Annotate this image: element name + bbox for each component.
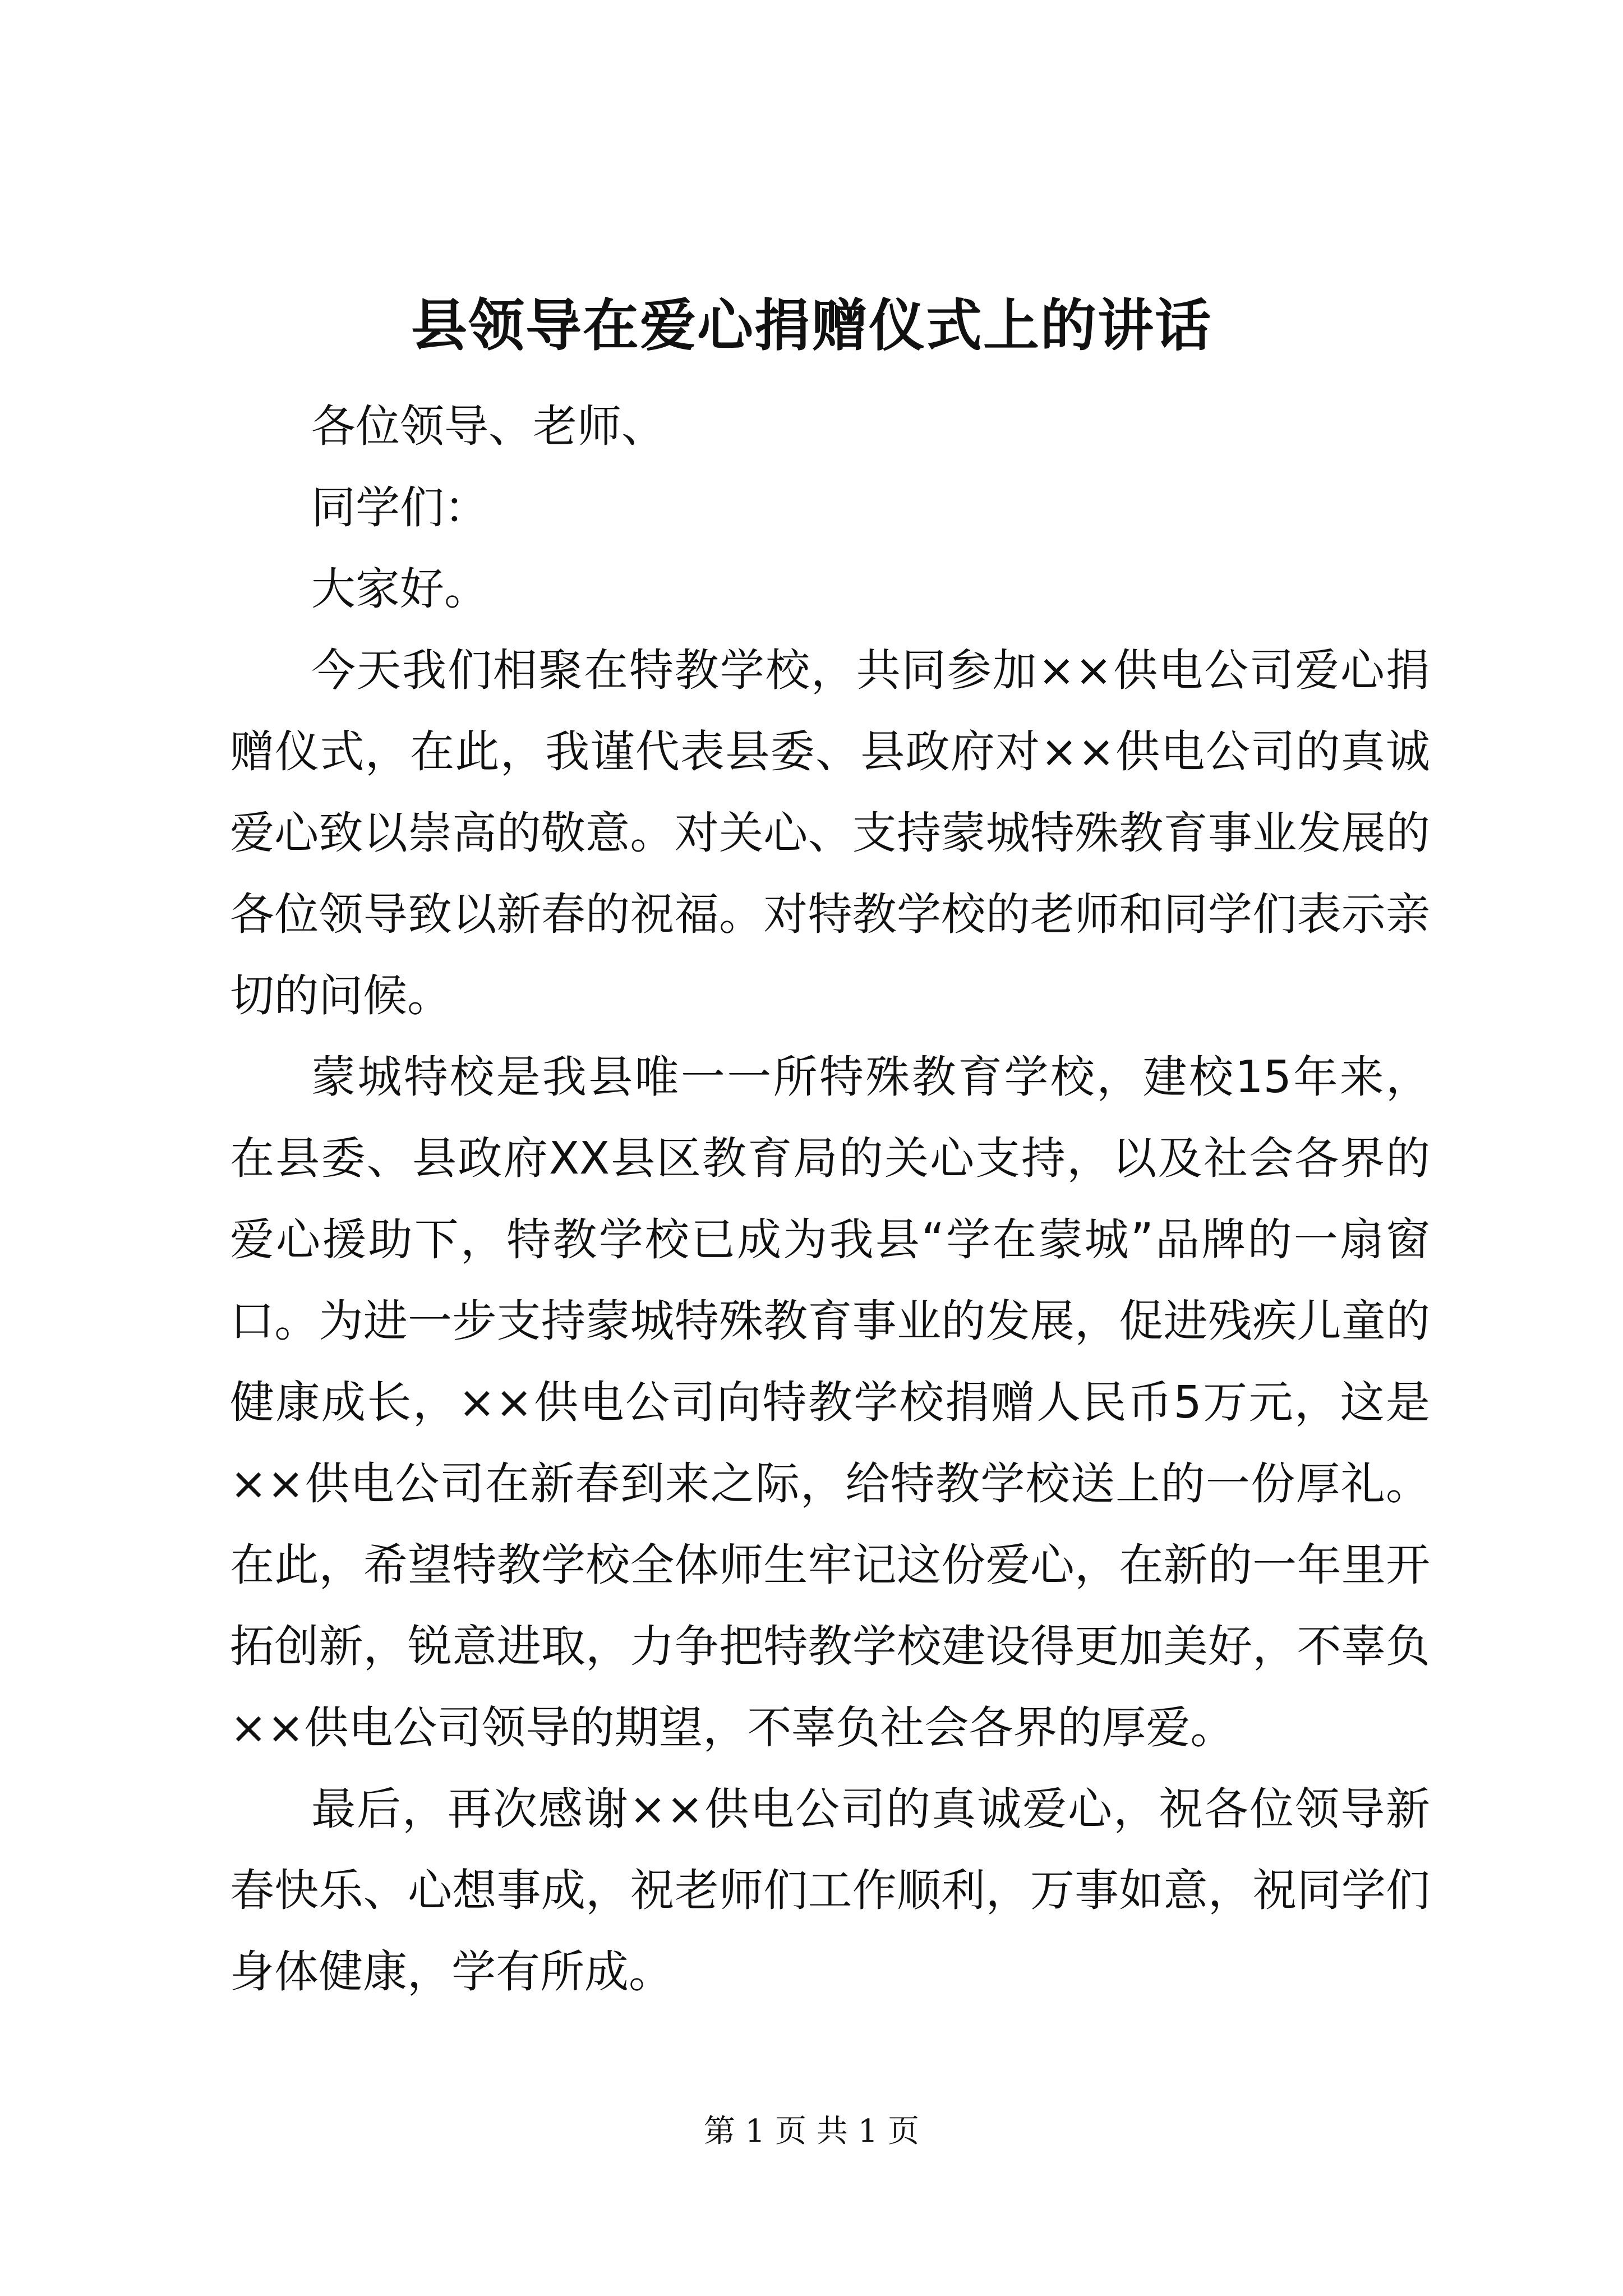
document-body [230,386,1430,2013]
paragraph-opening: 今天我们相聚在特教学校，共同参加××供电公司爱心捐赠仪式，在此，我谨代表县委、县政府对××供电公司的真诚爱心致以崇高的敬意。对关心、支持蒙城特殊教育事业发展的各位领导致以新春的祝福。对特教学校的老师和同学们表示亲切的问候。 [230,645,1430,1022]
paragraph-school: 蒙城特校是我县唯一一所特殊教育学校，建校15年来，在县委、县政府XX县区教育局的关心支持，以及社会各界的爱心援助下，特教学校已成为我县“学在蒙城”品牌的一扇窗口。为进一步支持蒙城特殊教育事业的发展，促进残疾儿童的健康成长，××供电公司向特教学校捐赠人民币5万元，这是××供电公司在新春到来之际，给特教学校送上的一份厚礼。在此，希望特教学校全体师生牢记这份爱心，在新的一年里开拓创新，锐意进取，力争把特教学校建设得更加美好，不辜负××供电公司领导的期望，不辜负社会各界的厚爱。 [230,1051,1430,1754]
document-title: 县领导在爱心捐赠仪式上的讲话 [411,292,1212,358]
salutation-line-1: 各位领导、老师、 [311,401,666,452]
page-footer: 第 1 页 共 1 页 [703,2113,920,2150]
greeting: 大家好。 [311,563,488,615]
paragraph-closing: 最后，再次感谢××供电公司的真诚爱心，祝各位领导新春快乐、心想事成，祝老师们工作顺利，万事如意，祝同学们身体健康，学有所成。 [230,1783,1430,1998]
salutation-line-2: 同学们： [311,482,488,533]
